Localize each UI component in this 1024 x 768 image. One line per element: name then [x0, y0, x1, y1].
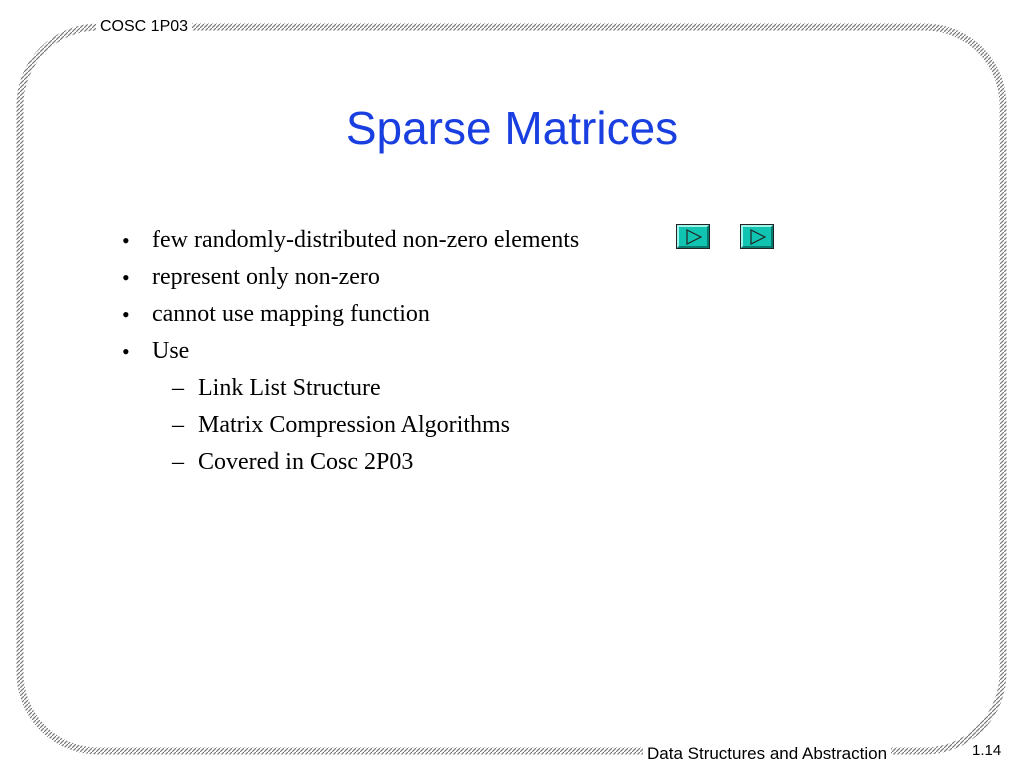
- dash-icon: –: [172, 375, 184, 401]
- play-button-2[interactable]: [741, 225, 773, 248]
- bullet-list: [120, 222, 579, 481]
- play-button-1[interactable]: [677, 225, 709, 248]
- course-label: COSC 1P03: [96, 17, 192, 37]
- play-triangle-icon: [686, 229, 702, 245]
- dash-icon: –: [172, 412, 184, 438]
- bullet-icon: •: [122, 339, 130, 364]
- sub-list-item: [120, 407, 579, 444]
- list-item: [120, 333, 579, 370]
- sub-bullet-text: Link List Structure: [198, 375, 381, 401]
- bullet-icon: •: [122, 265, 130, 290]
- sub-list-item: [120, 370, 579, 407]
- sub-list-item: [120, 444, 579, 481]
- bullet-text: Use: [152, 338, 190, 364]
- list-item: [120, 296, 579, 333]
- bullet-text: represent only non-zero: [152, 264, 380, 290]
- play-triangle-icon: [750, 229, 766, 245]
- bullet-icon: •: [122, 302, 130, 327]
- bullet-text: few randomly-distributed non-zero elements: [152, 227, 580, 253]
- bullet-text: cannot use mapping function: [152, 301, 430, 327]
- slide-title: Sparse Matrices: [345, 102, 679, 154]
- footer-subject: Data Structures and Abstraction: [643, 743, 891, 765]
- list-item: [120, 222, 579, 259]
- sub-bullet-text: Covered in Cosc 2P03: [198, 449, 414, 475]
- sub-bullet-text: Matrix Compression Algorithms: [198, 412, 510, 438]
- dash-icon: –: [172, 449, 184, 475]
- list-item: [120, 259, 579, 296]
- page-number: 1.14: [968, 741, 1005, 761]
- bullet-icon: •: [122, 228, 130, 253]
